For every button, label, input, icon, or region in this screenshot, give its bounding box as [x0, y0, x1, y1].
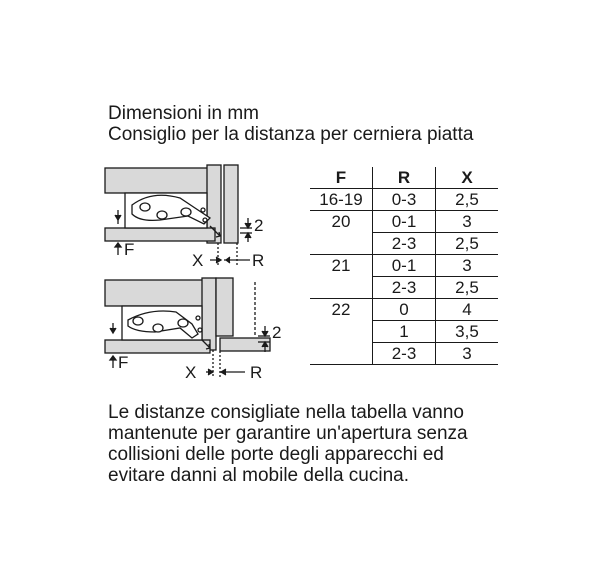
bottom-hinge-pin-3 — [178, 319, 188, 327]
table-row — [310, 233, 498, 255]
header-x: X — [436, 167, 499, 189]
cell-f — [310, 343, 373, 365]
bottom-shelf — [105, 340, 210, 353]
table-row — [310, 299, 498, 321]
cell-r: 2-3 — [373, 233, 436, 255]
cell-f — [310, 321, 373, 343]
page-title — [108, 103, 473, 145]
cell-f: 21 — [310, 255, 373, 277]
cell-f: 16-19 — [319, 189, 363, 209]
table-row — [310, 321, 498, 343]
top-r-label: R — [252, 251, 265, 270]
top-side-panel — [224, 165, 238, 243]
cell-x: 3 — [436, 343, 499, 365]
bottom-r-label: R — [250, 363, 263, 382]
bottom-hinge-pin-2 — [153, 324, 163, 332]
footer-line-1: Le distanze consigliate nella tabella vanno — [108, 402, 464, 423]
table-row — [310, 277, 498, 299]
cell-r: 1 — [373, 321, 436, 343]
table-header-row — [310, 167, 498, 189]
bottom-door-panel — [202, 278, 216, 350]
bottom-f-arrow — [110, 356, 116, 360]
cell-r: 0-1 — [373, 211, 436, 233]
cell-x: 3 — [436, 211, 499, 233]
cell-r: 0 — [373, 299, 436, 321]
hinge-diagram — [100, 160, 290, 385]
cell-r: 2-3 — [373, 277, 436, 299]
table-row — [310, 343, 498, 365]
cell-f: 20 — [310, 211, 373, 233]
bottom-hinge-pin-1 — [133, 317, 143, 325]
cell-x: 2,5 — [436, 233, 499, 255]
cell-x: 3,5 — [436, 321, 499, 343]
header-f: F — [310, 167, 373, 189]
cell-f: 22 — [310, 299, 373, 321]
top-f-arrow — [115, 243, 121, 247]
table-row — [310, 211, 498, 233]
table-row — [310, 255, 498, 277]
cell-x: 2,5 — [436, 277, 499, 299]
title-line-1: Dimensioni in mm — [108, 103, 259, 124]
cell-r: 0-1 — [373, 255, 436, 277]
cell-x: 4 — [436, 299, 499, 321]
footer-line-3: collisioni delle porte degli apparecchi ed — [108, 444, 444, 465]
table-row — [310, 189, 498, 211]
bottom-dim-2-label: 2 — [272, 323, 282, 342]
top-cabinet-panel — [105, 168, 210, 193]
cell-x: 2,5 — [455, 189, 479, 209]
cell-f — [310, 233, 373, 255]
footer-note — [108, 402, 548, 486]
top-f-label: F — [124, 240, 135, 259]
cell-x: 3 — [436, 255, 499, 277]
top-hinge-pin-2 — [157, 211, 167, 219]
cell-f — [310, 277, 373, 299]
cell-r: 2-3 — [373, 343, 436, 365]
top-x-label: X — [192, 251, 204, 270]
top-shelf — [105, 228, 215, 241]
top-hinge-pin-3 — [181, 208, 191, 216]
top-hinge-pin-1 — [140, 203, 150, 211]
spacing-table — [310, 167, 498, 365]
title-line-2: Consiglio per la distanza per cerniera piatta — [108, 124, 474, 145]
bottom-x-label: X — [185, 363, 197, 382]
bottom-cabinet-panel — [105, 280, 205, 306]
cell-r: 0-3 — [373, 189, 436, 211]
bottom-side-panel — [216, 278, 233, 336]
bottom-f-label: F — [118, 353, 129, 372]
footer-line-4: evitare danni al mobile della cucina. — [108, 465, 410, 486]
header-r: R — [373, 167, 436, 189]
footer-line-2: mantenute per garantire un'apertura senza — [108, 423, 468, 444]
top-dim-2-label: 2 — [254, 216, 264, 235]
bottom-shelf-right — [220, 338, 270, 351]
